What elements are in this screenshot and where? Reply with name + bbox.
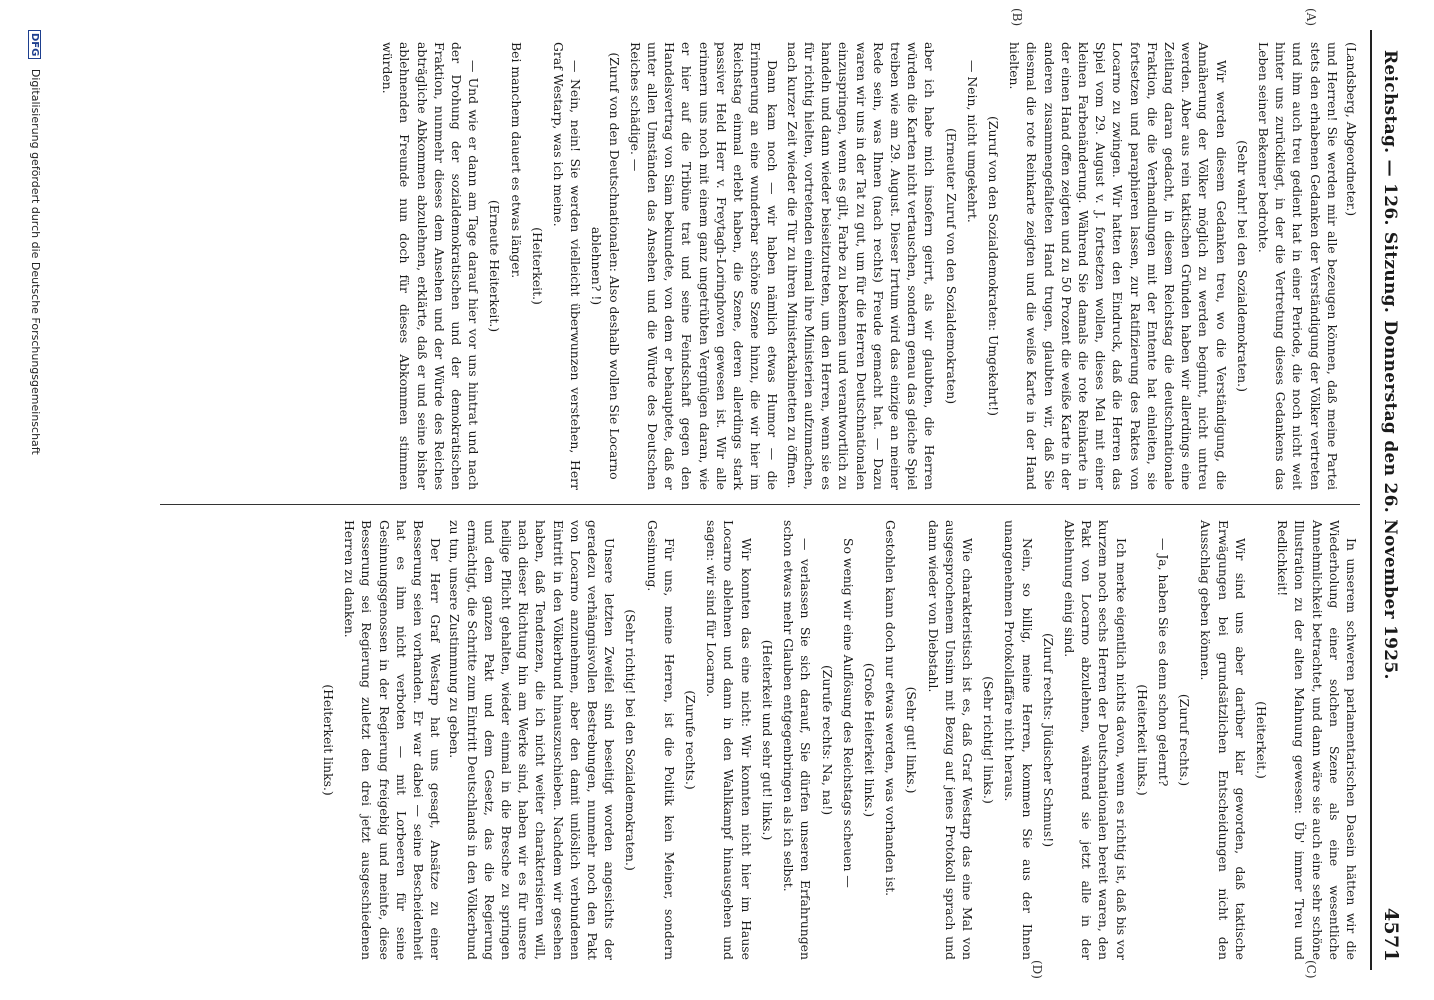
header-date: Donnerstag den 26. November 1925. bbox=[1380, 320, 1400, 680]
interjection: (Zurufe rechts.) bbox=[683, 690, 699, 790]
paragraph: — Ja, haben Sie es denn schon gelernt? bbox=[1155, 538, 1171, 787]
margin-mark-c: (C) bbox=[1304, 960, 1318, 979]
interjection: (Heiterkeit.) bbox=[1253, 701, 1269, 779]
paragraph: Wie charakteristisch ist es, daß Graf Westarp das eine Mal von ausgesprochenem Unsinn mit Bezug auf jenes Protokoll sprach und dann wieder von Diebstahl. bbox=[925, 520, 975, 960]
page-header bbox=[1370, 30, 1404, 970]
interjection: (Sehr richtig! bei den Sozialdemokraten.) bbox=[623, 609, 639, 871]
paragraph: Der Herr Graf Westarp hat uns gesagt, Ansätze zu einer Besserung seien vorhanden. Er war dabei — seine Bescheidenheit hat es ihm nicht verboten — mit Lorbeeren für seine Gesinnungsgenossen in der Regierung freigebig und meinte, diese Besserung sei Regierung zuletzt den drei jetzt ausgeschiedenen Herren zu danken. bbox=[342, 520, 444, 960]
interjection: (Heiterkeit links.) bbox=[321, 684, 337, 796]
interjection: (Heiterkeit links.) bbox=[1134, 684, 1150, 796]
margin-mark-b: (B) bbox=[1010, 8, 1024, 27]
paragraph: (Landsberg, Abgeordneter.) bbox=[1344, 42, 1359, 217]
paragraph: Für uns, meine Herren, ist die Politik kein Meiner, sondern Gesinnung. bbox=[644, 520, 677, 960]
interjection: (Sehr wahr! bei den Sozialdemokraten.) bbox=[1234, 140, 1250, 392]
page-number: 4571 bbox=[1380, 907, 1402, 962]
paragraph: Dann kam noch — wir haben nämlich etwas Humor — die Erinnerung an eine wunderbar schöne Szene hinzu, die wir hier im Reichstag einmal erlebt haben, die Szene, deren allerdings stark passiver Held Herr v. Freytagh-Loringhoven gewesen ist. Wir alle erinnern uns noch mit einem ganz ungetrübten Vergnügen daran, wie er hier auf die Tribüne trat und seine Feindschaft gegen den Handelsvertrag von Siam bekundete, von dem er behauptete, daß er unter allen Umständen das Ansehen und die Würde des Deutschen Reiches schädige. — bbox=[627, 42, 781, 490]
interjection: (Große Heiterkeit links.) bbox=[861, 662, 877, 818]
paragraph: Bei manchem dauert es etwas länger. bbox=[508, 42, 524, 279]
paragraph: und Herren! Sie werden mir alle bezeugen können, daß meine Partei stets den erhabenen Gedanken der Verständigung der Völker vertreten und ihm auch treu gedient hat in einer Periode, die noch nicht weit hinter uns zurückliegt, in der die Vertretung dieses Gedankens das Leben seiner Bekenner bedrohte. bbox=[1255, 42, 1340, 490]
paragraph: — Und wie er dann am Tage darauf hier vor uns hintrat und nach der Drohung der sozialdemokratischen und der demokratischen Fraktion, nunmehr dieses dem Ansehen und der Würde des Reiches abträgliche Abkommen abzulehnen, erklärte, daß er und seine bisher ablehnenden Freunde nun doch für dieses Abkommen stimmen würden. bbox=[380, 42, 482, 490]
paragraph: Nein, so billig, meine Herren, kommen Sie aus der Ihnen unangenehmen Protokollaffäre nicht heraus. bbox=[1002, 520, 1035, 960]
interjection: (Erneute Heiterkeit.) bbox=[487, 199, 503, 333]
paragraph: Wir werden diesem Gedanken treu, wo die Verständigung, die Annäherung der Völker möglich zu werden beginnt, nicht untreu werden. Aber aus rein taktischen Gründen haben wir allerdings eine Zeitlang daran gedacht, in diesem Reichstag die deutschnationale Fraktion, die die Verhandlungen mit der Entente hat einleiten, sie fortsetzen und paraphieren lassen, zur Ratifizierung des Paktes von Locarno zu zwingen. Wir hatten den Eindruck, daß die Herren das Spiel vom 29. August v. J. fortsetzen wollen, dieses Mal mit einer kleinen Farbenänderung. Während Sie damals die rote Reinkarte in der einen Hand offen zeigten und zu 50 Prozent die weiße Karte in der anderen zusammengefalteten Hand trugen, glaubten wir, daß Sie diesmal die rote Reinkarte zeigten und die weiße Karte in der Hand hielten. bbox=[1007, 42, 1229, 490]
paragraph: aber ich habe mich insofern geirrt, als wir glaubten, die Herren würden die Karten nicht vertauschen, sondern genau das gleiche Spiel treiben wie am 29. August. Dieser Irrtum wird das einzige an meiner Rede sein, was Ihnen (nach rechts) Freude gemacht hat. — Dazu waren wir uns in der Tat zu gut, um für die Herren Deutschnationalen einzuspringen, wenn es gilt, Farbe zu bekennen und verantwortlich zu handeln und dann wieder beiseitzutreten, um den Herren, wenn sie es für richtig hielten, vortretenden einmal ihre Ministerien aufzumachen, nach kurzer Zeit wieder die Tür zu ihren Ministerkabinetten zu öffnen. bbox=[784, 42, 938, 490]
interjection: (Zuruf rechts: Jüdischer Schmus!) bbox=[1040, 632, 1056, 848]
column-divider bbox=[160, 504, 1360, 505]
page-content bbox=[29, 8, 1404, 979]
paragraph: In unserem schweren parlamentarischen Dasein hätten wir die Wiederholung einer solchen Szene als eine wesentliche Annehmlichkeit betrachtet, und dann wäre sie auch eine sehr schöne Illustration zu der alten Mahnung gewesen: Üb' immer Treu und Redlichkeit! bbox=[1275, 520, 1359, 960]
paragraph: — Nein, nein! Sie werden vielleicht überwunzen verstehen, Herr Graf Westarp, was ich meine. bbox=[551, 42, 584, 490]
interjection: (Zuruf rechts.) bbox=[1177, 693, 1193, 787]
interjection: (Zuruf von den Sozialdemokraten: Umgekehrt!) bbox=[985, 116, 1001, 416]
interjection: (Sehr richtig! links.) bbox=[981, 676, 997, 804]
header-session: Reichstag. — 126. Sitzung. bbox=[1380, 50, 1400, 314]
paragraph: So wenig wir eine Auflösung des Reichstags scheuen — bbox=[840, 538, 856, 888]
dfg-logo: DFG bbox=[28, 30, 41, 59]
interjection: (Heiterkeit und sehr gut! links.) bbox=[759, 639, 775, 841]
interjection: (Erneuter Zuruf von den Sozialdemokraten) bbox=[943, 127, 959, 405]
paragraph: Wir konnten das eine nicht: Wir konnten nicht hier im Hause Locarno ablehnen und dann in den Wahlkampf hinausgehen und sagen: wir sind für Locarno. bbox=[704, 520, 754, 960]
interjection: (Heiterkeit.) bbox=[529, 227, 545, 305]
margin-mark-d: (D) bbox=[1030, 960, 1044, 979]
digitization-credit-text: Digitalisierung gefördert durch die Deutsche Forschungsgemeinschaft bbox=[29, 68, 42, 455]
left-column bbox=[140, 42, 1360, 490]
paragraph: Ich merke eigentlich nichts davon, wenn es richtig ist, daß bis vor kurzem noch sechs Herren der Deutschnationalen bereit waren, den Pakt von Locarno abzulehnen, während sie jetzt alle in der Ablehnung einig sind. bbox=[1061, 520, 1129, 960]
paragraph: Wir sind uns aber darüber klar geworden, daß taktische Erwägungen bei grundsätzlichen Entscheidungen nicht den Ausschlag geben können. bbox=[1198, 520, 1248, 960]
interjection: (Zurufe rechts: Na, na!) bbox=[819, 664, 835, 816]
paragraph: — Nein, nicht umgekehrt. bbox=[964, 60, 980, 223]
interjection: (Zuruf von den Deutschnationalen: Also deshalb wollen Sie Locarno ablehnen? !) bbox=[589, 52, 622, 480]
interjection: (Sehr gut! links.) bbox=[904, 686, 920, 794]
right-column bbox=[140, 520, 1360, 960]
paragraph: — verlassen Sie sich darauf, Sie dürfen unseren Erfahrungen schon etwas mehr Glauben entgegenbringen als ich selbst. bbox=[781, 520, 814, 960]
margin-mark-a: (A) bbox=[1304, 8, 1318, 27]
paragraph: Unsere letzten Zweifel sind beseitigt worden angesichts der geradezu verhängnisvollen Bestrebungen, nunmehr noch den Pakt von Locarno anzunehmen, aber den damit unlöslich verbundenen Eintritt in den Völkerbund hinauszuschieben. Nachdem wir gesehen haben, daß Tendenzen, die ich nicht weiter charakterisieren will, nach dieser Richtung hin am Werke sind, haben wir es für unsere heilige Pflicht gehalten, wieder einmal in die Bresche zu springen und dem ganzen Pakt und dem Gesetz, das die Regierung ermächtigt, die Schritte zum Eintritt Deutschlands in den Völkerbund zu tun, unsere Zustimmung zu geben. bbox=[447, 520, 618, 960]
paragraph: Gestohlen kann doch nur etwas werden, was vorhanden ist. bbox=[883, 520, 899, 897]
digitization-credit bbox=[28, 30, 42, 970]
